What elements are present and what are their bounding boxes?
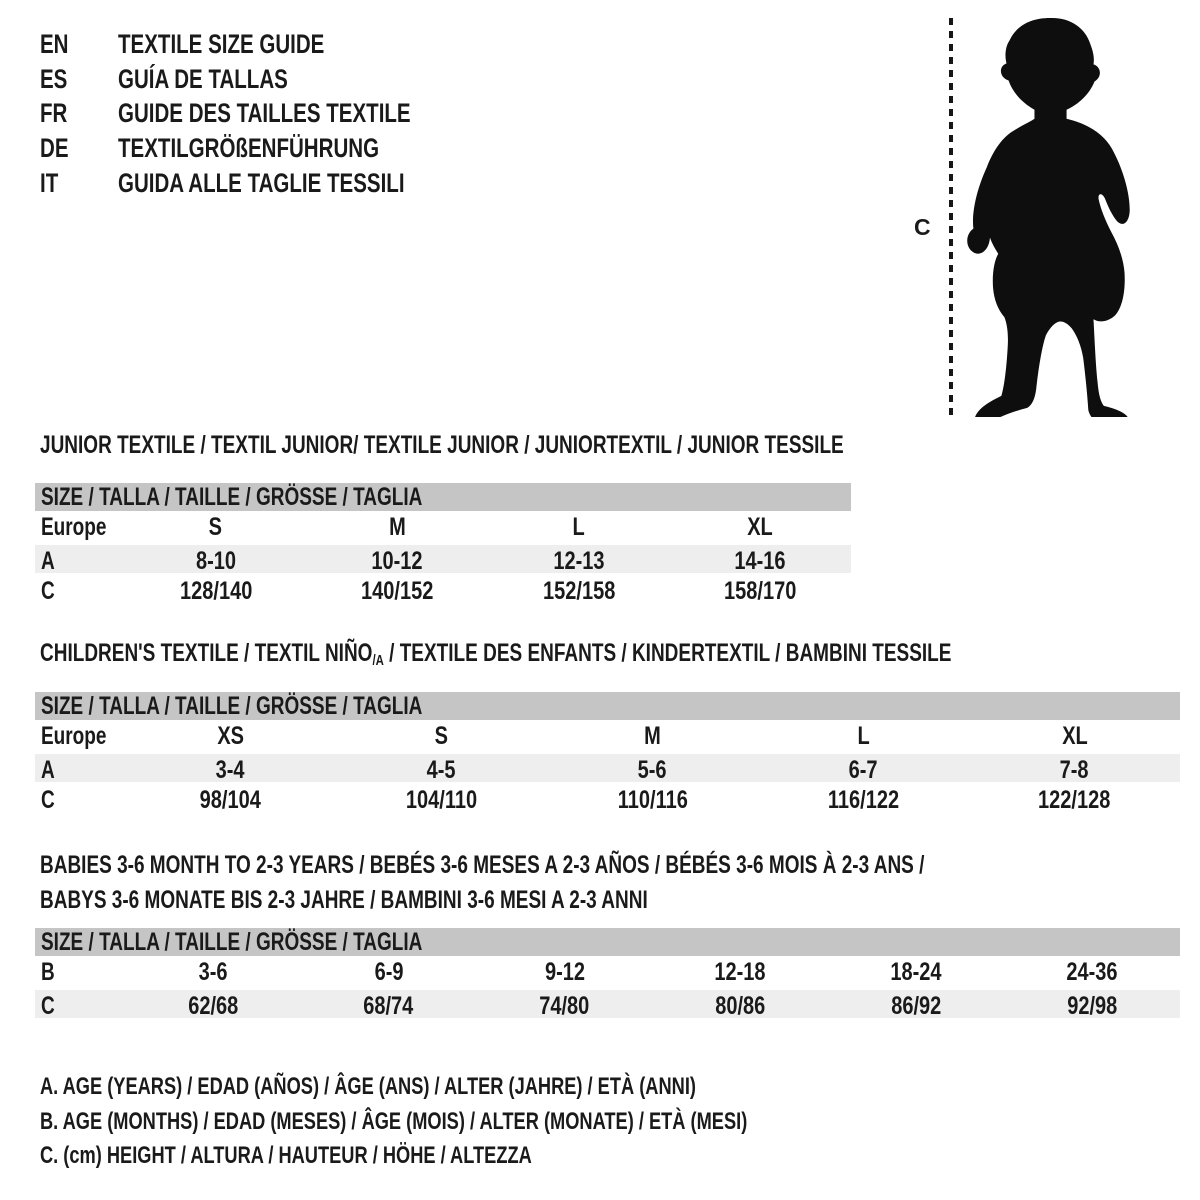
toddler-silhouette <box>962 14 1138 417</box>
language-code: ES <box>40 63 68 94</box>
height-value: 116/122 <box>827 786 900 814</box>
size-value: M <box>388 513 406 541</box>
age-value: 6-9 <box>374 958 404 986</box>
height-value: 110/116 <box>617 786 688 814</box>
table-row-height-cm <box>35 988 1180 1020</box>
height-value: 62/68 <box>187 992 238 1020</box>
height-value: 92/98 <box>1067 992 1118 1020</box>
height-value: 158/170 <box>724 577 797 605</box>
table-row-age-years <box>35 752 1180 784</box>
height-value: 140/152 <box>361 577 434 605</box>
language-code: FR <box>40 98 68 129</box>
language-title-list <box>40 27 503 201</box>
legend-line-b: B. AGE (MONTHS) / EDAD (MESES) / ÂGE (MOIS) / ALTER (MONATE) / ETÀ (MESI) <box>40 1107 748 1135</box>
babies-size-table <box>35 928 1180 1020</box>
size-value: M <box>644 722 661 750</box>
language-code: DE <box>40 133 69 164</box>
size-value: L <box>572 513 585 541</box>
language-row-es <box>40 62 503 97</box>
table-row-europe <box>35 720 1180 752</box>
age-value: 8-10 <box>195 547 236 575</box>
age-value: 3-6 <box>198 958 228 986</box>
language-row-de <box>40 131 503 166</box>
height-value: 86/92 <box>891 992 942 1020</box>
size-value: S <box>434 722 449 750</box>
size-header-label: SIZE / TALLA / TAILLE / GRÖSSE / TAGLIA <box>41 483 423 511</box>
language-row-en <box>40 27 503 62</box>
age-value: 24-36 <box>1066 958 1118 986</box>
size-header-label: SIZE / TALLA / TAILLE / GRÖSSE / TAGLIA <box>41 928 423 956</box>
size-value: S <box>209 513 223 541</box>
age-value: 4-5 <box>427 756 456 784</box>
language-row-it <box>40 166 503 201</box>
height-value: 80/86 <box>715 992 766 1020</box>
row-label: Europe <box>41 722 107 750</box>
size-header-bar <box>35 928 1180 956</box>
height-value: 74/80 <box>539 992 590 1020</box>
height-value: 104/110 <box>405 786 478 814</box>
age-value: 7-8 <box>1060 756 1089 784</box>
row-label: C <box>41 786 55 814</box>
guide-title: GUÍA DE TALLAS <box>118 63 288 94</box>
height-value: 152/158 <box>542 577 615 605</box>
guide-title: GUIDE DES TAILLES TEXTILE <box>118 98 411 129</box>
children-section-heading: CHILDREN'S TEXTILE / TEXTIL NIÑO/A / TEXTILE DES ENFANTS / KINDERTEXTIL / BAMBINI TESSILE <box>40 639 952 669</box>
age-value: 5-6 <box>638 756 667 784</box>
table-row-age-months <box>35 956 1180 988</box>
age-value: 6-7 <box>849 756 878 784</box>
language-code: IT <box>40 167 59 198</box>
table-row-europe <box>35 511 851 543</box>
table-row-height-cm <box>35 784 1180 816</box>
age-value: 9-12 <box>544 958 585 986</box>
size-value: XL <box>1061 722 1088 750</box>
language-code: EN <box>40 29 69 59</box>
babies-heading-line1: BABIES 3-6 MONTH TO 2-3 YEARS / BEBÉS 3-6 MESES A 2-3 AÑOS / BÉBÉS 3-6 MOIS À 2-3 ANS / <box>40 851 925 879</box>
legend-line-a: A. AGE (YEARS) / EDAD (AÑOS) / ÂGE (ANS) / ALTER (JAHRE) / ETÀ (ANNI) <box>40 1073 696 1100</box>
height-value: 122/128 <box>1038 786 1111 814</box>
babies-heading-line2: BABYS 3-6 MONATE BIS 2-3 JAHRE / BAMBINI 3-6 MESI A 2-3 ANNI <box>40 886 648 914</box>
guide-title: TEXTILE SIZE GUIDE <box>118 29 325 59</box>
legend <box>40 1070 971 1174</box>
junior-section-heading: JUNIOR TEXTILE / TEXTIL JUNIOR/ TEXTILE JUNIOR / JUNIORTEXTIL / JUNIOR TESSILE <box>40 431 844 459</box>
height-measure-dashed-line <box>949 18 953 417</box>
size-value: L <box>857 722 870 750</box>
nino-a-subscript: /A <box>372 652 384 669</box>
guide-title: TEXTILGRÖßENFÜHRUNG <box>118 133 380 164</box>
junior-size-table <box>35 483 851 607</box>
height-value: 98/104 <box>199 786 262 814</box>
row-label: Europe <box>41 513 107 541</box>
height-value: 128/140 <box>179 577 252 605</box>
age-value: 10-12 <box>371 547 423 575</box>
size-header-bar <box>35 483 851 511</box>
table-row-age-years <box>35 543 851 575</box>
size-value: XL <box>747 513 774 541</box>
age-value: 12-13 <box>553 547 605 575</box>
size-header-label: SIZE / TALLA / TAILLE / GRÖSSE / TAGLIA <box>41 692 423 720</box>
row-label: B <box>41 958 55 986</box>
age-value: 18-24 <box>890 958 942 986</box>
age-value: 3-4 <box>216 756 245 784</box>
children-size-table <box>35 692 1180 816</box>
guide-title: GUIDA ALLE TAGLIE TESSILI <box>118 167 405 198</box>
size-value: XS <box>217 722 244 750</box>
age-value: 14-16 <box>734 547 786 575</box>
row-label: C <box>41 577 55 605</box>
age-value: 12-18 <box>714 958 766 986</box>
row-label: A <box>41 756 55 784</box>
size-header-bar <box>35 692 1180 720</box>
height-dimension-label: C <box>914 214 931 240</box>
row-label: A <box>41 547 55 575</box>
legend-line-c: C. (cm) HEIGHT / ALTURA / HAUTEUR / HÖHE / ALTEZZA <box>40 1142 532 1169</box>
babies-section-heading <box>40 848 1200 918</box>
table-row-height-cm <box>35 575 851 607</box>
language-row-fr <box>40 96 503 131</box>
height-value: 68/74 <box>363 992 414 1020</box>
row-label: C <box>41 992 55 1020</box>
